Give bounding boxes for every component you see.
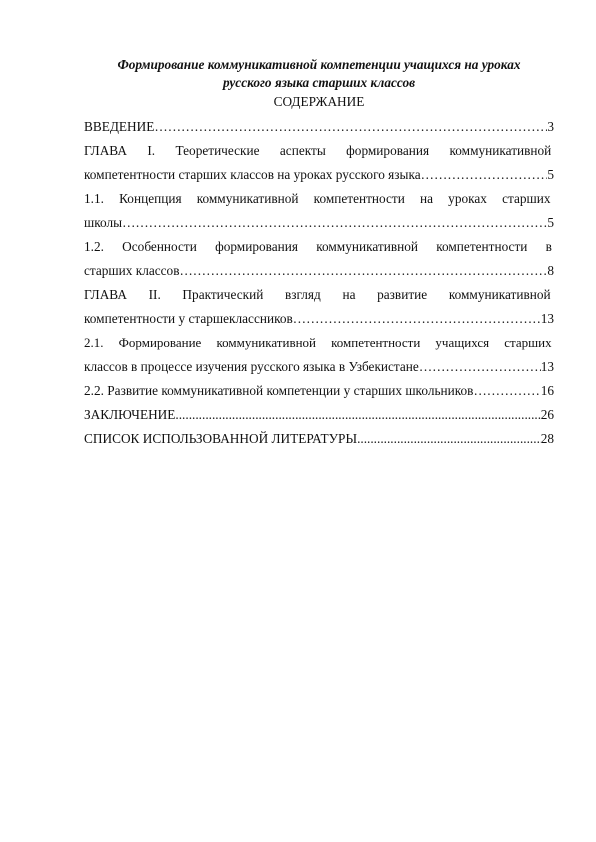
- dot-leader: [179, 259, 547, 283]
- document-title: [84, 56, 554, 92]
- toc-entry-chapter-2[interactable]: [84, 283, 554, 331]
- toc-page-number: 5: [547, 167, 554, 182]
- dot-leader: [357, 427, 541, 451]
- toc-entry-title: 1.2. Особенности формирования коммуникативной компетентности в: [84, 239, 552, 254]
- table-of-contents: [84, 115, 554, 451]
- toc-heading: СОДЕРЖАНИЕ: [273, 94, 365, 109]
- toc-entry-title: 1.1. Концепция коммуникативной компетентности на уроках старших: [84, 191, 551, 206]
- toc-page-number: 5: [547, 215, 554, 230]
- toc-entry-conclusion[interactable]: [84, 403, 554, 427]
- toc-page-number: 3: [547, 119, 554, 134]
- dot-leader: [473, 379, 540, 403]
- toc-entry-title: ВВЕДЕНИЕ: [84, 119, 155, 134]
- toc-page-number: 13: [540, 311, 554, 326]
- dot-leader: [122, 211, 547, 235]
- toc-entry-title: ЗАКЛЮЧЕНИЕ: [84, 407, 176, 422]
- toc-page-number: 8: [547, 263, 554, 278]
- toc-page-number: 16: [540, 383, 554, 398]
- dot-leader: [419, 355, 541, 379]
- toc-entry-title-cont: школы: [84, 215, 123, 230]
- toc-entry-section-1-2[interactable]: [84, 235, 554, 283]
- toc-page-number: 28: [540, 431, 554, 446]
- toc-entry-title-cont: классов в процессе изучения русского языка в Узбекистане: [84, 359, 419, 374]
- toc-entry-title: СПИСОК ИСПОЛЬЗОВАННОЙ ЛИТЕРАТУРЫ: [84, 431, 358, 446]
- title-line-2: русского языка старших классов: [222, 75, 416, 90]
- toc-entry-introduction[interactable]: [84, 115, 554, 139]
- toc-entry-title: 2.1. Формирование коммуникативной компетентности учащихся старших: [84, 335, 552, 350]
- toc-entry-section-1-1[interactable]: [84, 187, 554, 235]
- toc-page-number: 13: [540, 359, 554, 374]
- toc-entry-title-line-1: [84, 139, 554, 163]
- toc-entry-section-2-1[interactable]: [84, 331, 554, 379]
- dot-leader: [421, 163, 548, 187]
- toc-entry-title-cont: старших классов: [84, 263, 180, 278]
- dot-leader: [154, 115, 547, 139]
- dot-leader: [175, 403, 540, 427]
- toc-entry-title: ГЛАВА I. Теоретические аспекты формирования коммуникативной: [84, 143, 552, 158]
- toc-entry-title-cont: компетентности старших классов на уроках русского языка: [84, 167, 421, 182]
- title-line-1: Формирование коммуникативной компетенции учащихся на уроках: [117, 57, 521, 72]
- toc-entry-bibliography[interactable]: [84, 427, 554, 451]
- toc-page-number: 26: [540, 407, 554, 422]
- dot-leader: [293, 307, 541, 331]
- toc-entry-title: ГЛАВА II. Практический взгляд на развитие коммуникативной: [84, 287, 551, 302]
- toc-entry-title: 2.2. Развитие коммуникативной компетенции у старших школьников: [84, 383, 474, 398]
- toc-entry-title-cont: компетентности у старшеклассников: [84, 311, 293, 326]
- toc-entry-section-2-2[interactable]: [84, 379, 554, 403]
- toc-entry-chapter-1[interactable]: [84, 139, 554, 187]
